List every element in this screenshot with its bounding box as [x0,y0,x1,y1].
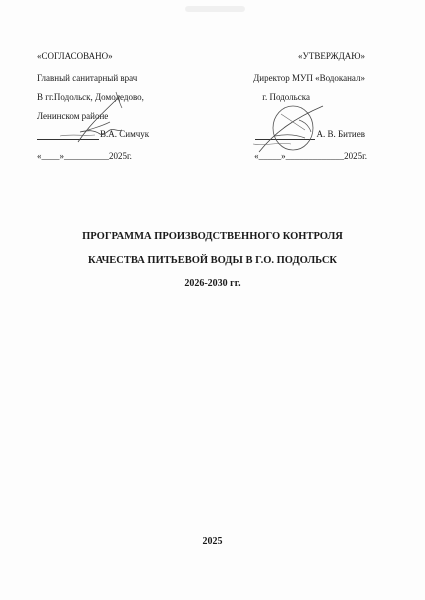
agreement-signer-line [37,129,149,140]
agreement-area-line2: Ленинском районе [37,111,109,121]
agreement-heading: «СОГЛАСОВАНО» [37,51,113,61]
scan-mark [185,6,245,12]
approval-signer-line [255,129,365,140]
approval-city: г. Подольска [262,92,310,102]
agreement-date: «____»__________2025г. [37,151,132,161]
document-year: 2025 [202,536,223,547]
approval-position: Директор МУП «Водоканал» [253,73,365,83]
program-title-line2: КАЧЕСТВА ПИТЬЕВОЙ ВОДЫ В Г.О. ПОДОЛЬСК [87,255,338,266]
program-period: 2026-2030 гг. [184,278,241,289]
agreement-position: Главный санитарный врач [37,73,138,83]
agreement-signer: В.А. Симчук [100,129,150,139]
agreement-area-line1: В гг.Подольск, Домодедово, [37,92,144,102]
approval-date: «_____»_____________2025г. [254,151,367,161]
approval-signer: А. В. Битиев [316,129,365,139]
approval-heading: «УТВЕРЖДАЮ» [297,51,365,61]
program-title-line1: ПРОГРАММА ПРОИЗВОДСТВЕННОГО КОНТРОЛЯ [82,231,343,242]
